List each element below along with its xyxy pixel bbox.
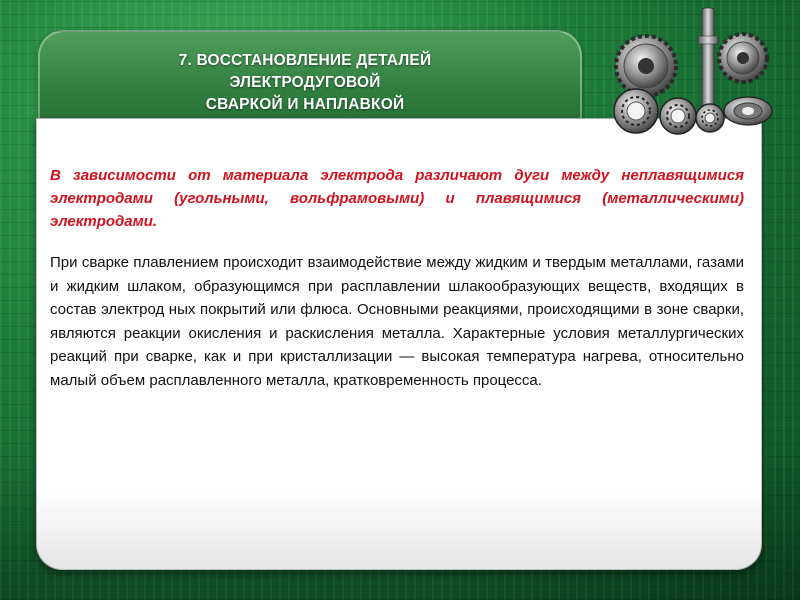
title-line-3: СВАРКОЙ И НАПЛАВКОЙ [205,96,405,113]
content-text [50,164,744,392]
page-title [90,50,520,116]
title-line-2: ЭЛЕКТРОДУГОВОЙ [229,74,381,91]
title-line-1: 7. ВОССТАНОВЛЕНИЕ ДЕТАЛЕЙ [178,52,432,69]
gears-bearings-icon [598,6,778,142]
highlight-paragraph: В зависимости от материала электрода различают дуги между неплавящимися электродами (угольными, вольфрамовыми) и плавящимися (металлическими) электродами. [50,167,744,230]
body-paragraph: При сварке плавлением происходит взаимодействие между жидким и твердым металлами, газами и жидким шлаком, образующимся при расплавлении шлакообразующих веществ, входящих в состав электрод ных покрытий или флюса. Основными реакциями, происходящими в зоне сварки, являются реакции окисления и раскисления металла. Характерные условия металлургических реакций при сварке, как и при кристаллизации — высокая температура нагрева, относительно малый объем расплавленного металла, кратковременность процесса. [50,254,744,389]
